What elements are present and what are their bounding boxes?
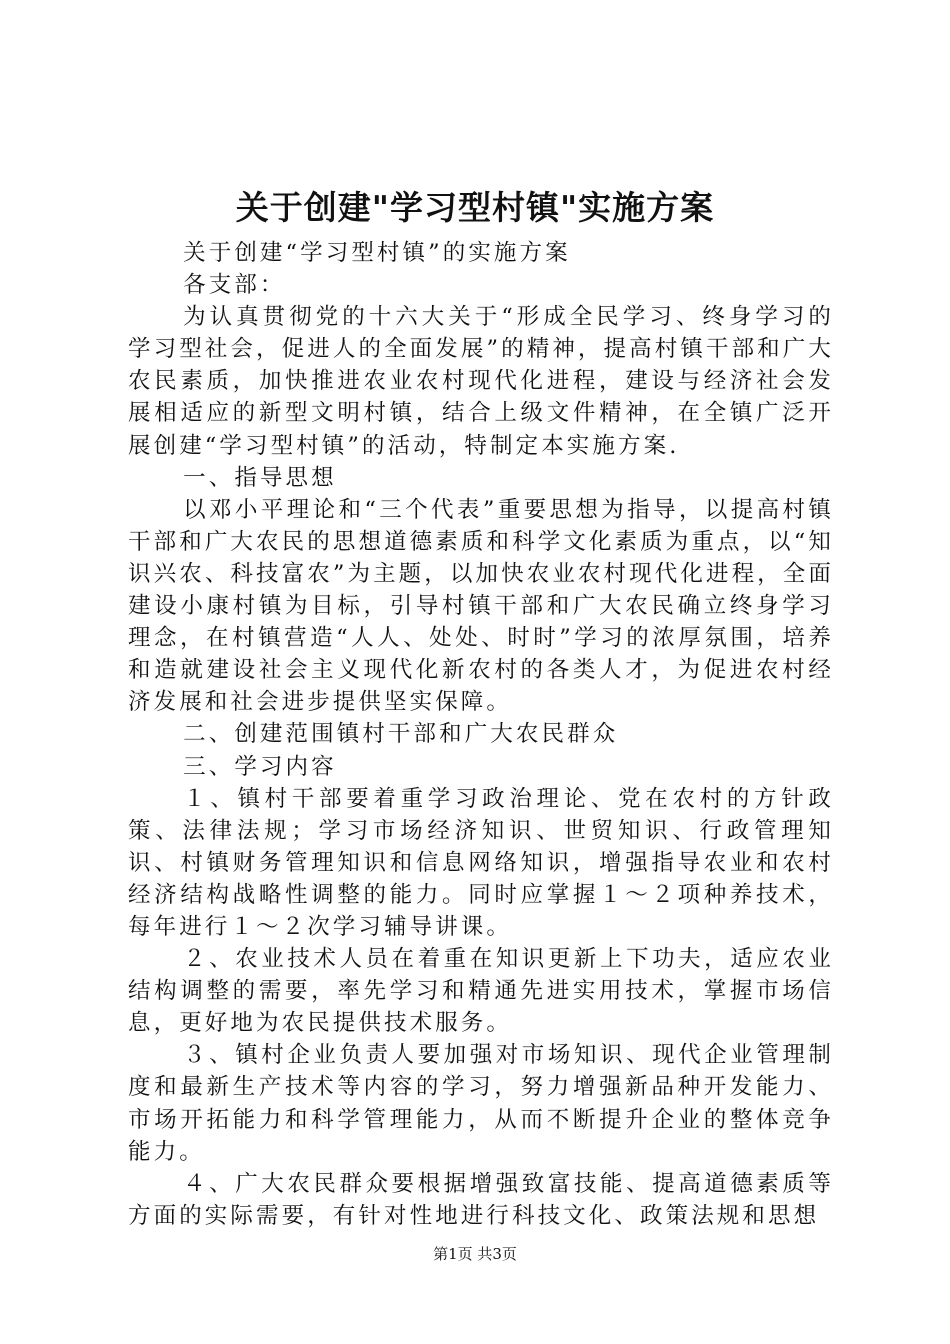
section-heading-guiding-thought: 一、指导思想 [183,464,337,491]
subtitle-paragraph: 关于创建“学习型村镇”的实施方案 [183,240,571,266]
content-item-3: ３、镇村企业负责人要加强对市场知识、现代企业管理制度和最新生产技术等内容的学习，努力增强新品种开发能力、市场开拓能力和科学管理能力，从而不断提升企业的整体竞争能力。 [128,1042,834,1165]
document-title: 关于创建"学习型村镇"实施方案 [235,188,715,227]
content-item-4: ４、广大农民群众要根据增强致富技能、提高道德素质等方面的实际需要，有针对性地进行科技文化、政策法规和思想 [128,1170,834,1229]
page-number: 第1页 共3页 [433,1245,517,1263]
section-heading-content: 三、学习内容 [183,753,337,780]
guiding-thought-paragraph: 以邓小平理论和“三个代表”重要思想为指导，以提高村镇干部和广大农民的思想道德素质和科学文化素质为重点，以“知识兴农、科技富农”为主题，以加快农业农村现代化进程，全面建设小康村镇为目标，引导村镇干部和广大农民确立终身学习理念，在村镇营造“人人、处处、时时”学习的浓厚氛围，培养和造就建设社会主义现代化新农村的各类人才，为促进农村经济发展和社会进步提供坚实保障。 [128,496,834,716]
content-item-2: ２、农业技术人员在着重在知识更新上下功夫，适应农业结构调整的需要，率先学习和精通先进实用技术，掌握市场信息，更好地为农民提供技术服务。 [128,946,834,1037]
section-heading-scope: 二、创建范围镇村干部和广大农民群众 [183,721,619,748]
document-body [128,237,834,1232]
salutation-paragraph: 各支部： [183,272,286,299]
content-item-1: １、镇村干部要着重学习政治理论、党在农村的方针政策、法律法规；学习市场经济知识、世贸知识、行政管理知识、村镇财务管理知识和信息网络知识，增强指导农业和农村经济结构战略性调整的能力。同时应掌握１～２项种养技术，每年进行１～２次学习辅导讲课。 [128,785,834,940]
intro-paragraph: 为认真贯彻党的十六大关于“形成全民学习、终身学习的学习型社会，促进人的全面发展”的精神，提高村镇干部和广大农民素质，加快推进农业农村现代化进程，建设与经济社会发展相适应的新型文明村镇，结合上级文件精神，在全镇广泛开展创建“学习型村镇”的活动，特制定本实施方案. [128,304,834,459]
